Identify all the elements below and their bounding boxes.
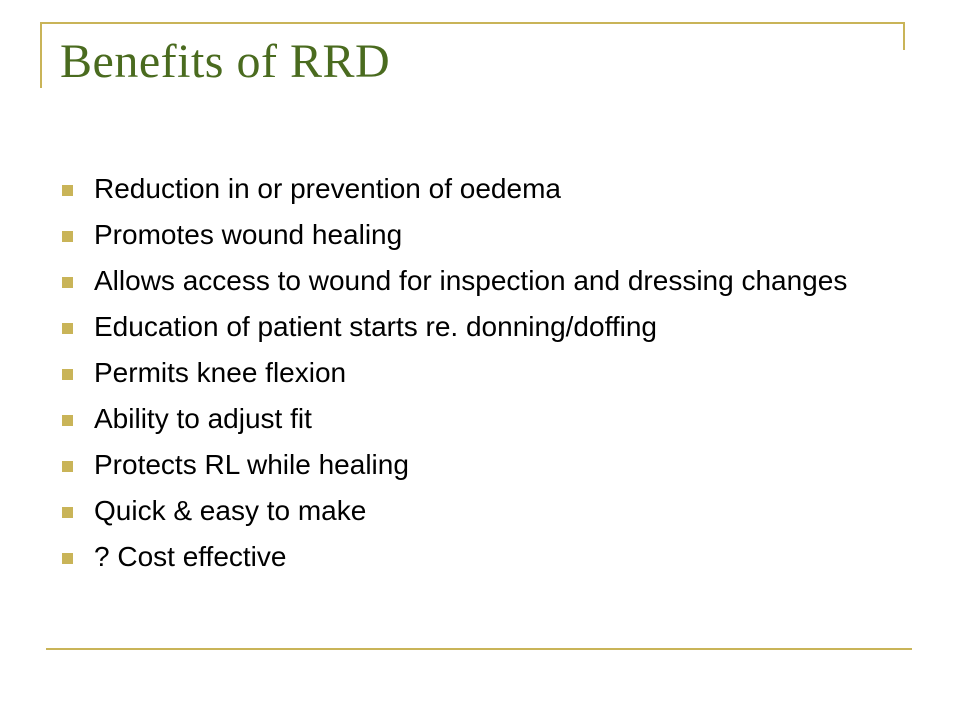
slide-title: Benefits of RRD [60, 35, 391, 88]
frame-right-rule [903, 22, 905, 50]
bullet-item [62, 264, 902, 298]
bullet-text: Allows access to wound for inspection and dressing changes [94, 265, 848, 296]
bullet-item [62, 402, 902, 436]
bullet-item [62, 494, 902, 528]
bullet-item [62, 172, 902, 206]
bullet-text: Protects RL while healing [94, 449, 409, 480]
bullet-text: Education of patient starts re. donning/doffing [94, 311, 657, 342]
square-bullet-icon [62, 553, 73, 564]
square-bullet-icon [62, 415, 73, 426]
frame-top-rule [40, 22, 904, 24]
square-bullet-icon [62, 507, 73, 518]
bullet-text: ? Cost effective [94, 541, 287, 572]
bullet-item [62, 310, 902, 344]
bullet-text: Promotes wound healing [94, 219, 403, 250]
bullet-text: Permits knee flexion [94, 357, 347, 388]
square-bullet-icon [62, 185, 73, 196]
bullet-text: Reduction in or prevention of oedema [94, 173, 561, 204]
square-bullet-icon [62, 323, 73, 334]
frame-bottom-rule [46, 648, 912, 650]
square-bullet-icon [62, 277, 73, 288]
bullet-item [62, 218, 902, 252]
square-bullet-icon [62, 369, 73, 380]
bullet-list [62, 172, 902, 586]
bullet-item [62, 448, 902, 482]
square-bullet-icon [62, 231, 73, 242]
bullet-text: Quick & easy to make [94, 495, 367, 526]
bullet-item [62, 356, 902, 390]
square-bullet-icon [62, 461, 73, 472]
bullet-item [62, 540, 902, 574]
frame-left-rule [40, 22, 42, 88]
bullet-text: Ability to adjust fit [94, 403, 312, 434]
